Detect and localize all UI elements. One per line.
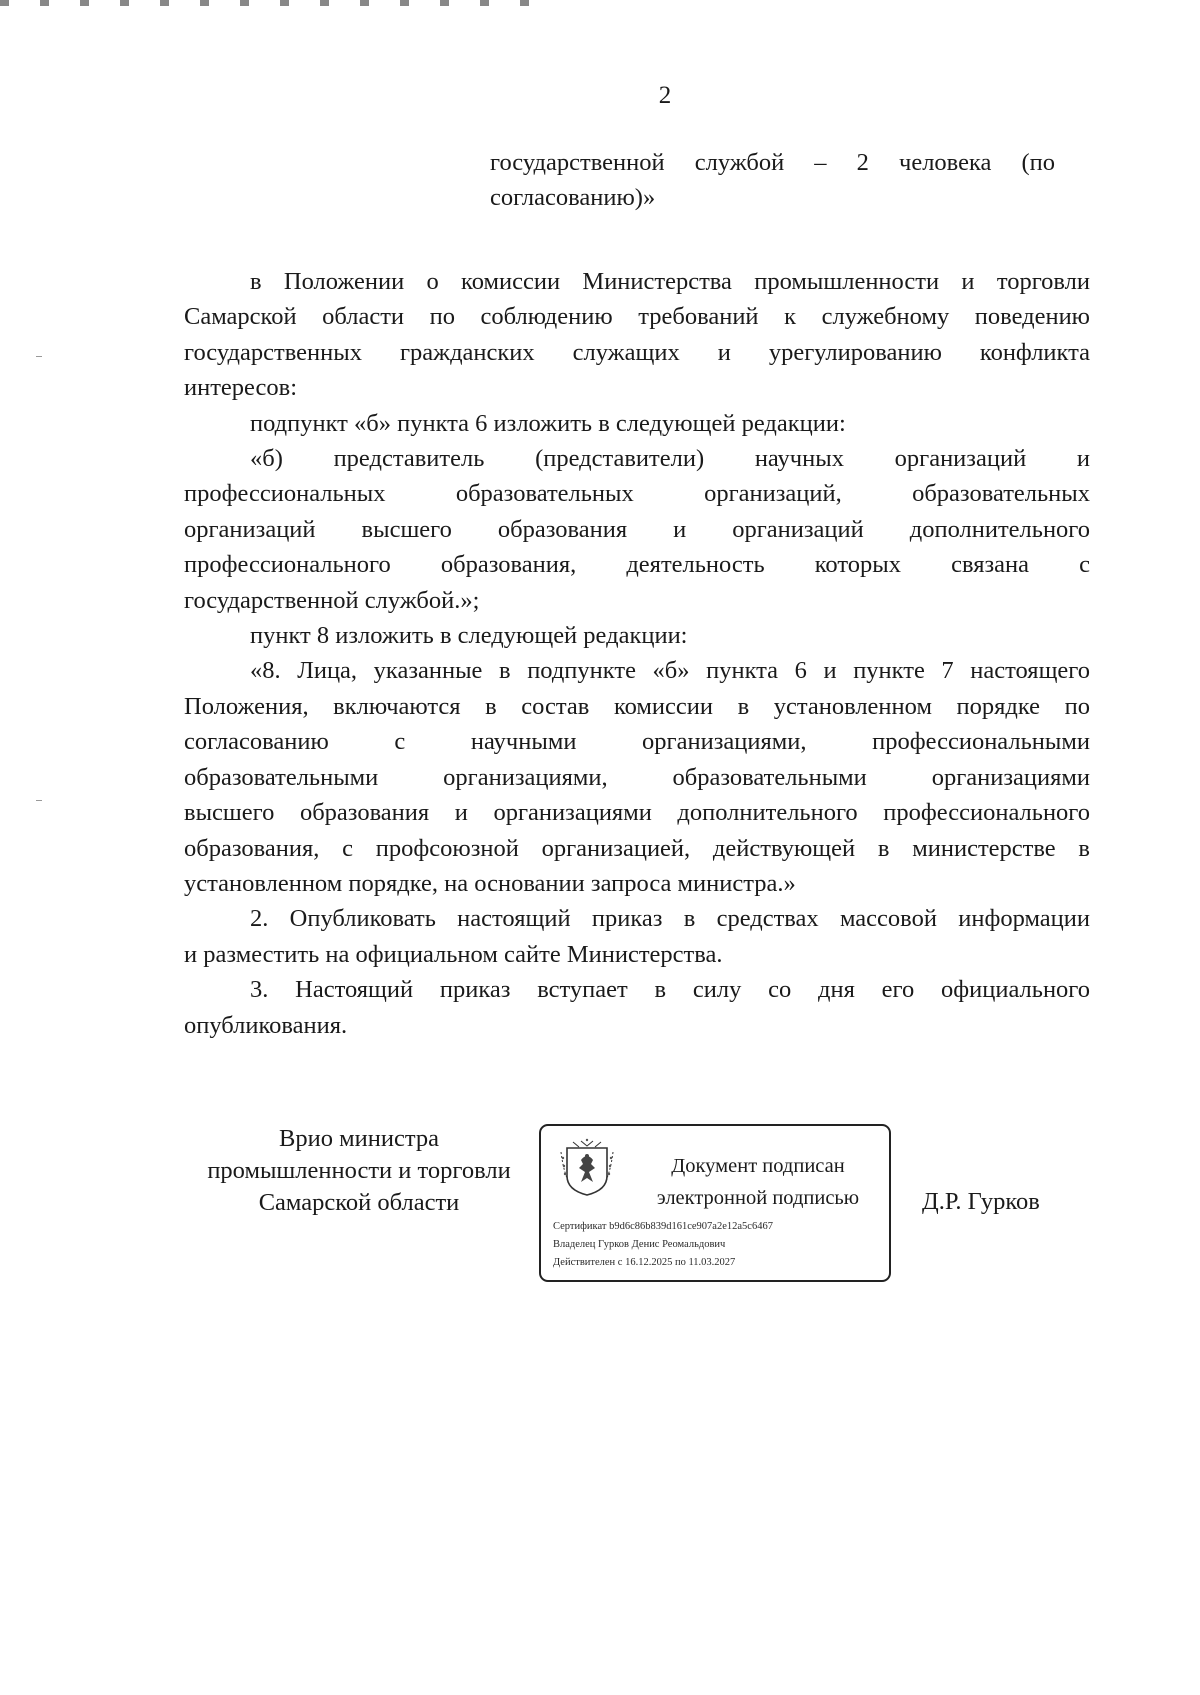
continuation-line: согласованию)» bbox=[490, 184, 656, 212]
paragraph-line: государственных гражданских служащих и урегулированию конфликта bbox=[184, 338, 1090, 366]
paragraph-line: образовательными организациями, образовательными организациями bbox=[184, 763, 1090, 791]
paragraph-line: 2. Опубликовать настоящий приказ в средствах массовой информации bbox=[250, 905, 1090, 933]
paragraph-line: государственной службой.»; bbox=[184, 586, 480, 614]
samara-coat-of-arms-icon bbox=[559, 1138, 615, 1198]
scan-edge-marks bbox=[0, 0, 540, 6]
stamp-title-line: Документ подписан bbox=[671, 1155, 845, 1177]
paragraph-line: согласованию с научными организациями, профессиональными bbox=[184, 728, 1090, 756]
signatory-title-line: Врио министра bbox=[279, 1125, 439, 1152]
stamp-validity: Действителен с 16.12.2025 по 11.03.2027 bbox=[553, 1257, 736, 1268]
paragraph-line: Самарской области по соблюдению требований к служебному поведению bbox=[184, 303, 1090, 331]
margin-mark bbox=[36, 800, 42, 801]
paragraph-line: 3. Настоящий приказ вступает в силу со дня его официального bbox=[250, 976, 1090, 1004]
paragraph-line: Положения, включаются в состав комиссии в установленном порядке по bbox=[184, 692, 1090, 720]
stamp-details bbox=[553, 1218, 883, 1272]
paragraph-line: «б) представитель (представители) научных организаций и bbox=[250, 445, 1090, 473]
paragraph-line: опубликования. bbox=[184, 1011, 348, 1039]
electronic-signature-stamp bbox=[539, 1124, 891, 1282]
paragraph-line: в Положении о комиссии Министерства промышленности и торговли bbox=[250, 268, 1090, 295]
page-number: 2 bbox=[658, 82, 672, 109]
signatory-title bbox=[184, 1123, 534, 1219]
signatory-title-line: Самарской области bbox=[258, 1189, 460, 1216]
document-body bbox=[184, 264, 1090, 1043]
paragraph-line: интересов: bbox=[184, 374, 298, 402]
signatory-title-line: промышленности и торговли bbox=[207, 1157, 511, 1184]
paragraph-line: и разместить на официальном сайте Министерства. bbox=[184, 940, 723, 968]
paragraph-line: профессиональных образовательных организаций, образовательных bbox=[184, 480, 1090, 508]
paragraph-line: организаций высшего образования и организаций дополнительного bbox=[184, 515, 1090, 543]
stamp-title-line: электронной подписью bbox=[656, 1187, 860, 1209]
stamp-title bbox=[633, 1150, 883, 1214]
paragraph-line: установленном порядке, на основании запроса министра.» bbox=[184, 869, 796, 897]
paragraph-line: образования, с профсоюзной организацией, действующей в министерстве в bbox=[184, 834, 1090, 862]
paragraph-line: профессионального образования, деятельность которых связана с bbox=[184, 551, 1090, 579]
margin-mark bbox=[36, 356, 42, 357]
continuation-text bbox=[490, 145, 1055, 216]
paragraph: подпункт «б» пункта 6 изложить в следующей редакции: bbox=[250, 409, 846, 437]
paragraph: пункт 8 изложить в следующей редакции: bbox=[250, 622, 688, 650]
continuation-line: государственной службой – 2 человека (по bbox=[490, 149, 1055, 176]
paragraph-line: «8. Лица, указанные в подпункте «б» пункта 6 и пункте 7 настоящего bbox=[250, 657, 1090, 685]
signatory-name: Д.Р. Гурков bbox=[922, 1188, 1040, 1215]
stamp-owner: Владелец Гурков Денис Реомальдович bbox=[553, 1239, 726, 1250]
stamp-certificate: Сертификат b9d6c86b839d161ce907a2e12a5c6467 bbox=[553, 1221, 773, 1232]
paragraph-line: высшего образования и организациями дополнительного профессионального bbox=[184, 799, 1090, 827]
